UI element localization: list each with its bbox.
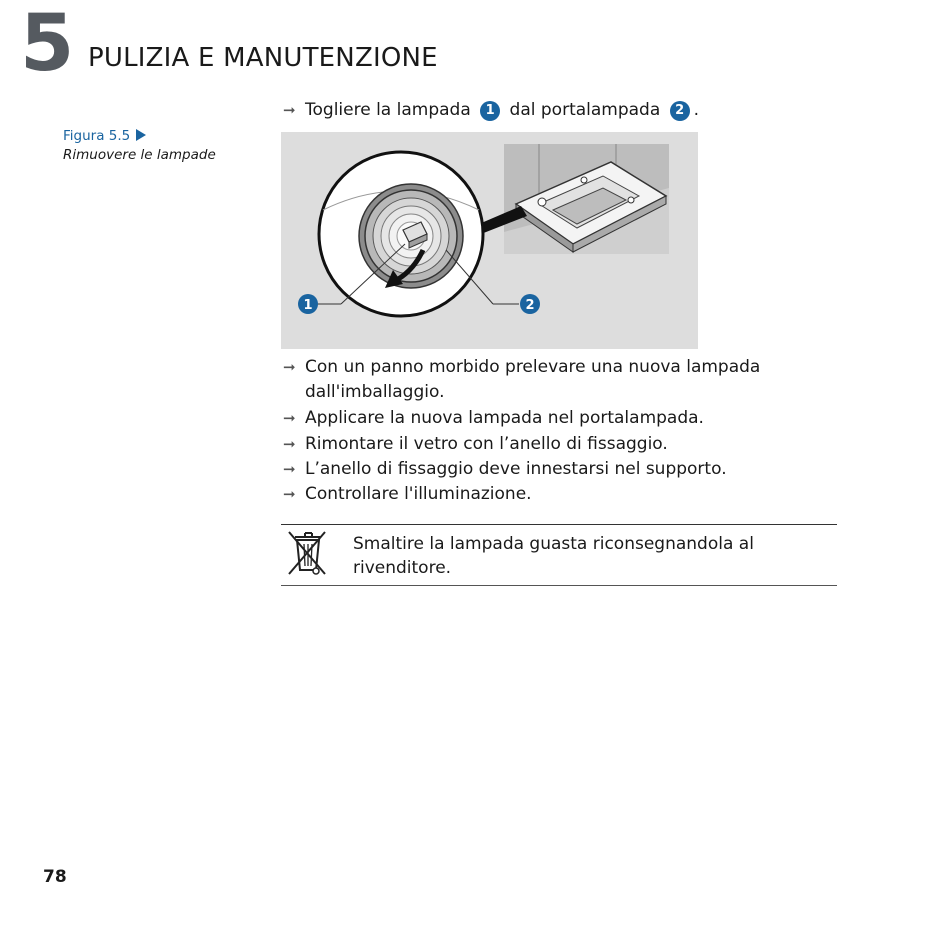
- lamp-removal-illustration: [281, 132, 698, 349]
- step-text: Applicare la nuova lampada nel portalampada.: [305, 408, 704, 428]
- arrow-right-icon: ➞: [283, 460, 296, 478]
- svg-text:2: 2: [525, 298, 535, 313]
- step-check-lighting: [283, 482, 803, 507]
- callout-2: [520, 294, 540, 314]
- figure-caption: [63, 127, 263, 165]
- play-triangle-icon: [136, 129, 146, 141]
- step-text: L’anello di fissaggio deve innestarsi nel supporto.: [305, 459, 727, 479]
- callout-badge-1: 1: [480, 101, 500, 121]
- figure-label: Figura 5.5: [63, 128, 131, 144]
- arrow-right-icon: ➞: [283, 409, 296, 427]
- step-text: Controllare l'illuminazione.: [305, 484, 532, 504]
- arrow-right-icon: ➞: [283, 101, 296, 119]
- svg-text:1: 1: [303, 298, 313, 313]
- note-text: Smaltire la lampada guasta riconsegnandola al rivenditore.: [353, 534, 754, 578]
- step-text: Rimontare il vetro con l’anello di fissaggio.: [305, 434, 668, 454]
- crossed-out-wheelie-bin-icon: [285, 528, 329, 578]
- arrow-right-icon: ➞: [283, 435, 296, 453]
- disposal-note: [281, 524, 837, 586]
- step-take-new-lamp: [283, 355, 803, 405]
- figure-title: Rimuovere le lampade: [63, 147, 216, 163]
- magnified-lamp-view: [319, 152, 483, 316]
- step-remove-lamp: [283, 98, 803, 123]
- chapter-number: 5: [20, 0, 75, 89]
- callout-badge-2: 2: [670, 101, 690, 121]
- step-text: Togliere la lampada 1 dal portalampada 2 .: [305, 100, 700, 120]
- arrow-right-icon: ➞: [283, 358, 296, 376]
- step-ring-engage: [283, 457, 803, 482]
- step-refit-glass: [283, 432, 803, 457]
- chapter-title: PULIZIA E MANUTENZIONE: [88, 43, 438, 73]
- callout-1: [298, 294, 318, 314]
- page-number: 78: [43, 867, 67, 887]
- step-text: Con un panno morbido prelevare una nuova lampada dall'imballaggio.: [305, 357, 761, 402]
- lamp-holder-detail: [504, 144, 669, 254]
- arrow-right-icon: ➞: [283, 485, 296, 503]
- step-apply-new-lamp: [283, 406, 803, 431]
